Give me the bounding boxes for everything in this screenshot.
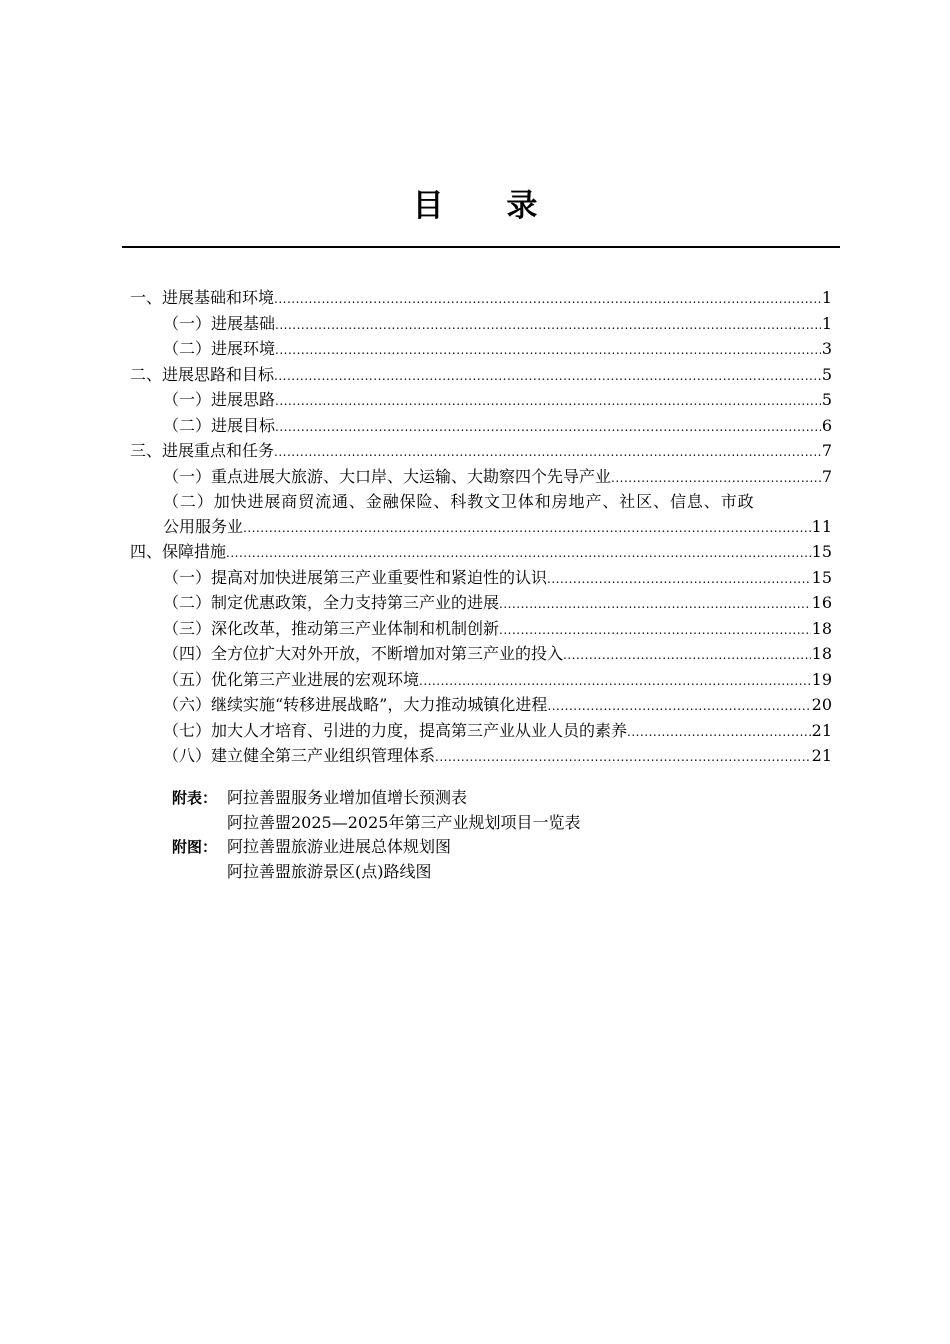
toc-leader-dots xyxy=(435,745,811,770)
toc-leader-dots xyxy=(547,694,810,719)
toc-entry-label: （二）进展环境 xyxy=(163,339,276,358)
toc-entry-label: （一）重点进展大旅游、大口岸、大运输、大勘察四个先导产业 xyxy=(163,466,612,486)
toc-entry-label: （三）深化改革，推动第三产业体制和机制创新 xyxy=(163,618,500,638)
toc-leader-dots xyxy=(419,669,811,694)
appendix-table-title: 阿拉善盟服务业增加值增长预测表 xyxy=(227,788,468,807)
toc-page-number: 6 xyxy=(821,415,832,435)
toc-entry-label: （八）建立健全第三产业组织管理体系 xyxy=(163,746,436,765)
toc-page-number: 5 xyxy=(821,390,832,409)
toc-entry-section-4-2[interactable] xyxy=(130,591,832,617)
toc-leader-dots xyxy=(611,466,821,491)
toc-entry-label: 四、保障措施 xyxy=(130,542,227,561)
toc-entry-section-1-1[interactable] xyxy=(130,312,832,338)
toc-page-number: 21 xyxy=(811,746,832,765)
toc-entry-label: （二）制定优惠政策，全力支持第三产业的进展 xyxy=(163,593,500,612)
toc-page-number: 3 xyxy=(821,339,832,358)
toc-page-number: 16 xyxy=(811,593,832,612)
appendix-list xyxy=(172,786,580,884)
toc-page-number: 15 xyxy=(811,567,832,587)
appendix-figure-1[interactable] xyxy=(172,835,580,860)
toc-page-number: 5 xyxy=(821,364,832,384)
toc-leader-dots xyxy=(274,287,821,312)
appendix-figure-2[interactable] xyxy=(172,860,580,885)
toc-entry-section-4-8[interactable] xyxy=(130,744,832,770)
toc-leader-dots xyxy=(275,338,821,363)
toc-entry-label: （六）继续实施“转移进展战略”，大力推动城镇化进程 xyxy=(163,695,548,714)
appendix-figure-title: 阿拉善盟旅游业进展总体规划图 xyxy=(227,837,452,856)
toc-entry-label: 二、进展思路和目标 xyxy=(130,364,275,384)
toc-page-number: 7 xyxy=(821,466,832,486)
toc-entry-section-3-2-line1[interactable]: （二）加快进展商贸流通、金融保险、科教文卫体和房地产、社区、信息、市政 xyxy=(163,492,755,511)
toc-page-number: 19 xyxy=(811,669,832,689)
toc-entry-section-1-2[interactable] xyxy=(130,337,832,363)
toc-entry-label: 三、进展重点和任务 xyxy=(130,441,275,460)
toc-leader-dots xyxy=(274,364,821,389)
toc-entry-label: （一）进展基础 xyxy=(163,313,276,333)
toc-entry-section-2-1[interactable] xyxy=(130,388,832,414)
toc-leader-dots xyxy=(547,567,811,592)
toc-entry-section-3-2-line2[interactable] xyxy=(130,515,832,541)
toc-page-number: 1 xyxy=(821,288,832,307)
toc-page-number: 20 xyxy=(811,695,832,714)
toc-entry-section-1[interactable] xyxy=(130,286,832,312)
title-divider xyxy=(122,246,840,248)
toc-leader-dots xyxy=(226,541,811,566)
toc-leader-dots xyxy=(274,440,821,465)
toc-entry-section-3-1[interactable] xyxy=(130,465,832,491)
appendix-table-title: 阿拉善盟2025—2025年第三产业规划项目一览表 xyxy=(227,812,581,832)
toc-leader-dots xyxy=(563,643,811,668)
toc-page-number: 21 xyxy=(811,720,832,740)
toc-page-number: 1 xyxy=(821,313,832,333)
toc-entry-label: 一、进展基础和环境 xyxy=(130,288,275,307)
appendix-figure-title: 阿拉善盟旅游景区(点)路线图 xyxy=(227,861,432,881)
toc-entry-label: （七）加大人才培育、引进的力度，提高第三产业从业人员的素养 xyxy=(163,720,628,740)
appendix-table-1[interactable] xyxy=(172,786,580,811)
toc-page-number: 11 xyxy=(811,516,832,536)
toc-entry-section-4-4[interactable] xyxy=(130,642,832,668)
toc-page-number: 18 xyxy=(811,644,832,663)
toc-leader-dots xyxy=(499,618,811,643)
toc-page-number: 18 xyxy=(811,618,832,638)
toc-leader-dots xyxy=(243,516,811,541)
toc-entry-label: （五）优化第三产业进展的宏观环境 xyxy=(163,669,420,689)
page-title: 目 录 xyxy=(412,188,564,224)
toc-entry-label: （一）进展思路 xyxy=(163,390,276,409)
toc-entry-label: （一）提高对加快进展第三产业重要性和紧迫性的认识 xyxy=(163,567,548,587)
toc-entry-section-3[interactable] xyxy=(130,439,832,465)
toc-entry-section-4[interactable] xyxy=(130,540,832,566)
toc-entry-section-4-5[interactable] xyxy=(130,668,832,694)
toc-page-number: 15 xyxy=(811,542,832,561)
toc-leader-dots xyxy=(499,592,811,617)
toc-entry-label: （四）全方位扩大对外开放，不断增加对第三产业的投入 xyxy=(163,644,564,663)
table-of-contents xyxy=(130,286,832,770)
appendix-tables-heading: 附表： xyxy=(172,789,218,807)
toc-entry-section-4-3[interactable] xyxy=(130,617,832,643)
toc-leader-dots xyxy=(275,313,821,338)
toc-leader-dots xyxy=(627,720,811,745)
toc-leader-dots xyxy=(275,415,821,440)
toc-entry-section-4-1[interactable] xyxy=(130,566,832,592)
toc-entry-section-4-7[interactable] xyxy=(130,719,832,745)
toc-entry-section-4-6[interactable] xyxy=(130,693,832,719)
toc-entry-label: 公用服务业 xyxy=(163,516,244,536)
appendix-table-2[interactable] xyxy=(172,811,580,836)
appendix-figures-heading: 附图： xyxy=(172,838,218,856)
toc-entry-label: （二）进展目标 xyxy=(163,415,276,435)
toc-entry-section-2-2[interactable] xyxy=(130,414,832,440)
toc-page-number: 7 xyxy=(821,441,832,460)
toc-entry-section-2[interactable] xyxy=(130,363,832,389)
toc-leader-dots xyxy=(275,389,821,414)
